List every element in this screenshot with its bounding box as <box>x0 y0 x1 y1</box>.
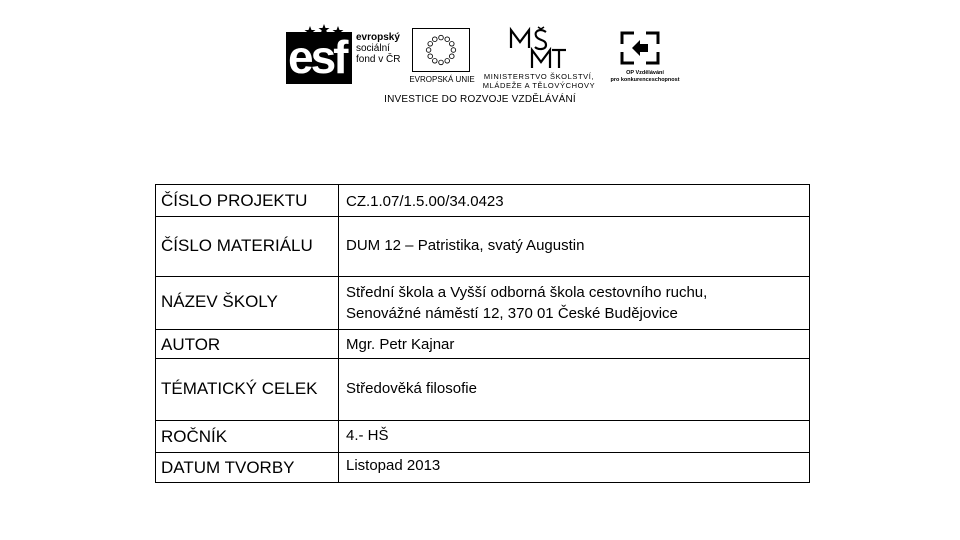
thematic-unit-value: Středověká filosofie <box>339 359 810 421</box>
project-number-label: ČÍSLO PROJEKTU <box>156 185 339 217</box>
esf-text-line3: fond v ČR <box>356 54 401 65</box>
msmt-logo <box>476 26 602 98</box>
investment-tagline: INVESTICE DO ROZVOJE VZDĚLÁVÁNÍ <box>384 94 576 105</box>
table-row-project-number <box>156 185 810 217</box>
table-row-thematic-unit <box>156 359 810 421</box>
table-row-creation-date <box>156 453 810 483</box>
logo-banner <box>0 0 960 120</box>
esf-text-line2: sociální <box>356 43 390 54</box>
thematic-unit-label: TÉMATICKÝ CELEK <box>156 359 339 421</box>
msmt-monogram-icon <box>508 26 568 70</box>
op-label <box>610 70 680 84</box>
material-number-label: ČÍSLO MATERIÁLU <box>156 217 339 277</box>
op-label-line2: pro konkurenceschopnost <box>610 77 680 83</box>
material-number-value: DUM 12 – Patristika, svatý Augustin <box>339 217 810 277</box>
table-row-material-number <box>156 217 810 277</box>
op-frame-icon <box>618 30 662 66</box>
msmt-label-line2: MLÁDEŽE A TĚLOVÝCHOVY <box>482 81 596 90</box>
school-name-value <box>339 277 810 330</box>
esf-letters: esf <box>286 32 352 84</box>
table-row-author <box>156 330 810 359</box>
project-number-value: CZ.1.07/1.5.00/34.0423 <box>339 185 810 217</box>
creation-date-label: DATUM TVORBY <box>156 453 339 483</box>
author-label: AUTOR <box>156 330 339 359</box>
table-row-school-name <box>156 277 810 330</box>
school-name-line2: Senovážné náměstí 12, 370 01 České Budějovice <box>346 305 678 322</box>
eu-flag-icon <box>412 28 470 72</box>
author-value: Mgr. Petr Kajnar <box>339 330 810 359</box>
school-name-line1: Střední škola a Vyšší odborná škola cestovního ruchu, <box>346 284 708 301</box>
eu-logo <box>404 28 476 88</box>
grade-value: 4.- HŠ <box>339 421 810 453</box>
esf-logo <box>286 28 404 88</box>
esf-text-line1: evropský <box>356 32 400 43</box>
op-label-line1: OP Vzdělávání <box>626 70 664 76</box>
creation-date-value: Listopad 2013 <box>339 453 810 483</box>
grade-label: ROČNÍK <box>156 421 339 453</box>
op-logo <box>610 30 680 90</box>
eu-label: EVROPSKÁ UNIE <box>409 75 475 84</box>
msmt-label-line1: MINISTERSTVO ŠKOLSTVÍ, <box>483 72 595 81</box>
school-name-label: NÁZEV ŠKOLY <box>156 277 339 330</box>
project-info-table <box>155 184 810 483</box>
table-row-grade <box>156 421 810 453</box>
msmt-label <box>476 72 602 90</box>
